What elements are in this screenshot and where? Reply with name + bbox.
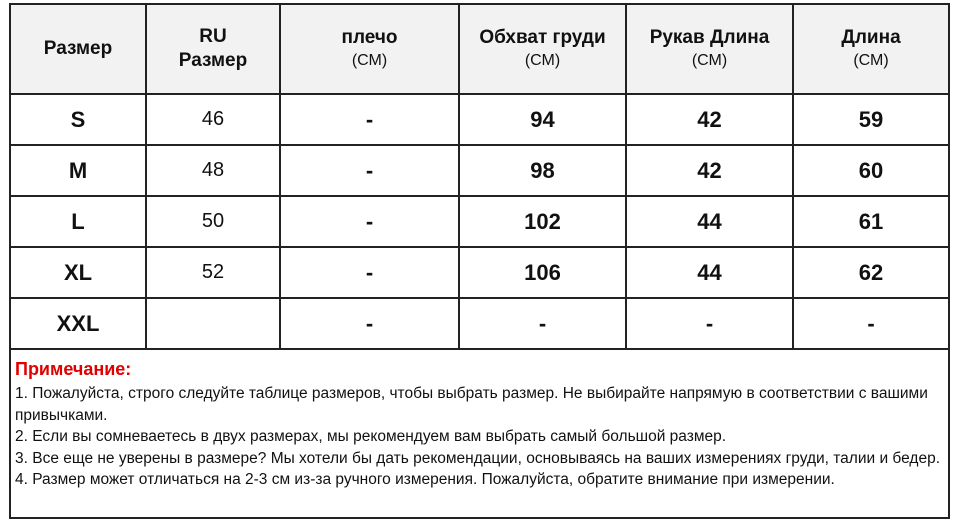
header-label: Рукав Длина <box>649 27 770 48</box>
note-item: 4. Размер может отличаться на 2-3 см из-за ручного измерения. Пожалуйста, обратите внимание при измерении. <box>15 471 835 488</box>
note-item: 2. Если вы сомневаетесь в двух размерах, мы рекомендуем вам выбрать самый большой размер. <box>15 428 727 445</box>
cell-sleeve-length: 44 <box>626 247 793 298</box>
note-item: 3. Все еще не уверены в размере? Мы хотели бы дать рекомендации, основываясь на ваших измерениях груди, талии и бедер. <box>15 449 941 467</box>
cell-sleeve-length: 42 <box>626 94 793 145</box>
cell-sleeve-length: 44 <box>626 196 793 247</box>
table-row <box>11 94 948 145</box>
cell-length: 59 <box>793 94 948 145</box>
header-row <box>11 5 948 94</box>
cell-shoulder: - <box>280 145 459 196</box>
header-label: Длина <box>841 27 901 48</box>
cell-chest: 98 <box>459 145 626 196</box>
header-label: RU Размер <box>178 26 248 71</box>
cell-ru-size: 48 <box>146 145 280 196</box>
cell-size: XXL <box>11 298 146 349</box>
header-ru-size <box>146 5 280 94</box>
cell-sleeve-length: 42 <box>626 145 793 196</box>
cell-length: - <box>793 298 948 349</box>
header-sleeve-length <box>626 5 793 94</box>
table-row <box>11 247 948 298</box>
cell-length: 61 <box>793 196 948 247</box>
cell-size: S <box>11 94 146 145</box>
cell-size: XL <box>11 247 146 298</box>
cell-size: M <box>11 145 146 196</box>
cell-shoulder: - <box>280 247 459 298</box>
header-shoulder <box>280 5 459 94</box>
table-row <box>11 145 948 196</box>
header-label: Обхват груди <box>479 27 606 48</box>
cell-ru-size: 52 <box>146 247 280 298</box>
header-label: Размер <box>43 38 113 59</box>
cell-shoulder: - <box>280 298 459 349</box>
header-label: плечо <box>341 27 398 48</box>
cell-chest: 94 <box>459 94 626 145</box>
note-item: 1. Пожалуйста, строго следуйте таблице размеров, чтобы выбрать размер. Не выбирайте напрямую в соответствии с вашими привычками. <box>15 385 928 424</box>
cell-ru-size: 46 <box>146 94 280 145</box>
cell-shoulder: - <box>280 196 459 247</box>
cell-sleeve-length: - <box>626 298 793 349</box>
cell-ru-size: 50 <box>146 196 280 247</box>
size-table <box>11 5 948 350</box>
cell-length: 60 <box>793 145 948 196</box>
cell-ru-size <box>146 298 280 349</box>
cell-size: L <box>11 196 146 247</box>
notes-title: Примечание: <box>15 359 132 379</box>
table-row <box>11 196 948 247</box>
cell-chest: 106 <box>459 247 626 298</box>
header-chest <box>459 5 626 94</box>
header-unit: (СМ) <box>691 52 728 69</box>
size-chart <box>9 3 950 519</box>
cell-chest: 102 <box>459 196 626 247</box>
cell-chest: - <box>459 298 626 349</box>
cell-shoulder: - <box>280 94 459 145</box>
header-length <box>793 5 948 94</box>
header-unit: (СМ) <box>524 52 561 69</box>
notes-section <box>11 350 948 491</box>
header-size <box>11 5 146 94</box>
header-unit: (СМ) <box>853 52 889 69</box>
header-unit: (СМ) <box>351 52 388 69</box>
table-row <box>11 298 948 349</box>
cell-length: 62 <box>793 247 948 298</box>
